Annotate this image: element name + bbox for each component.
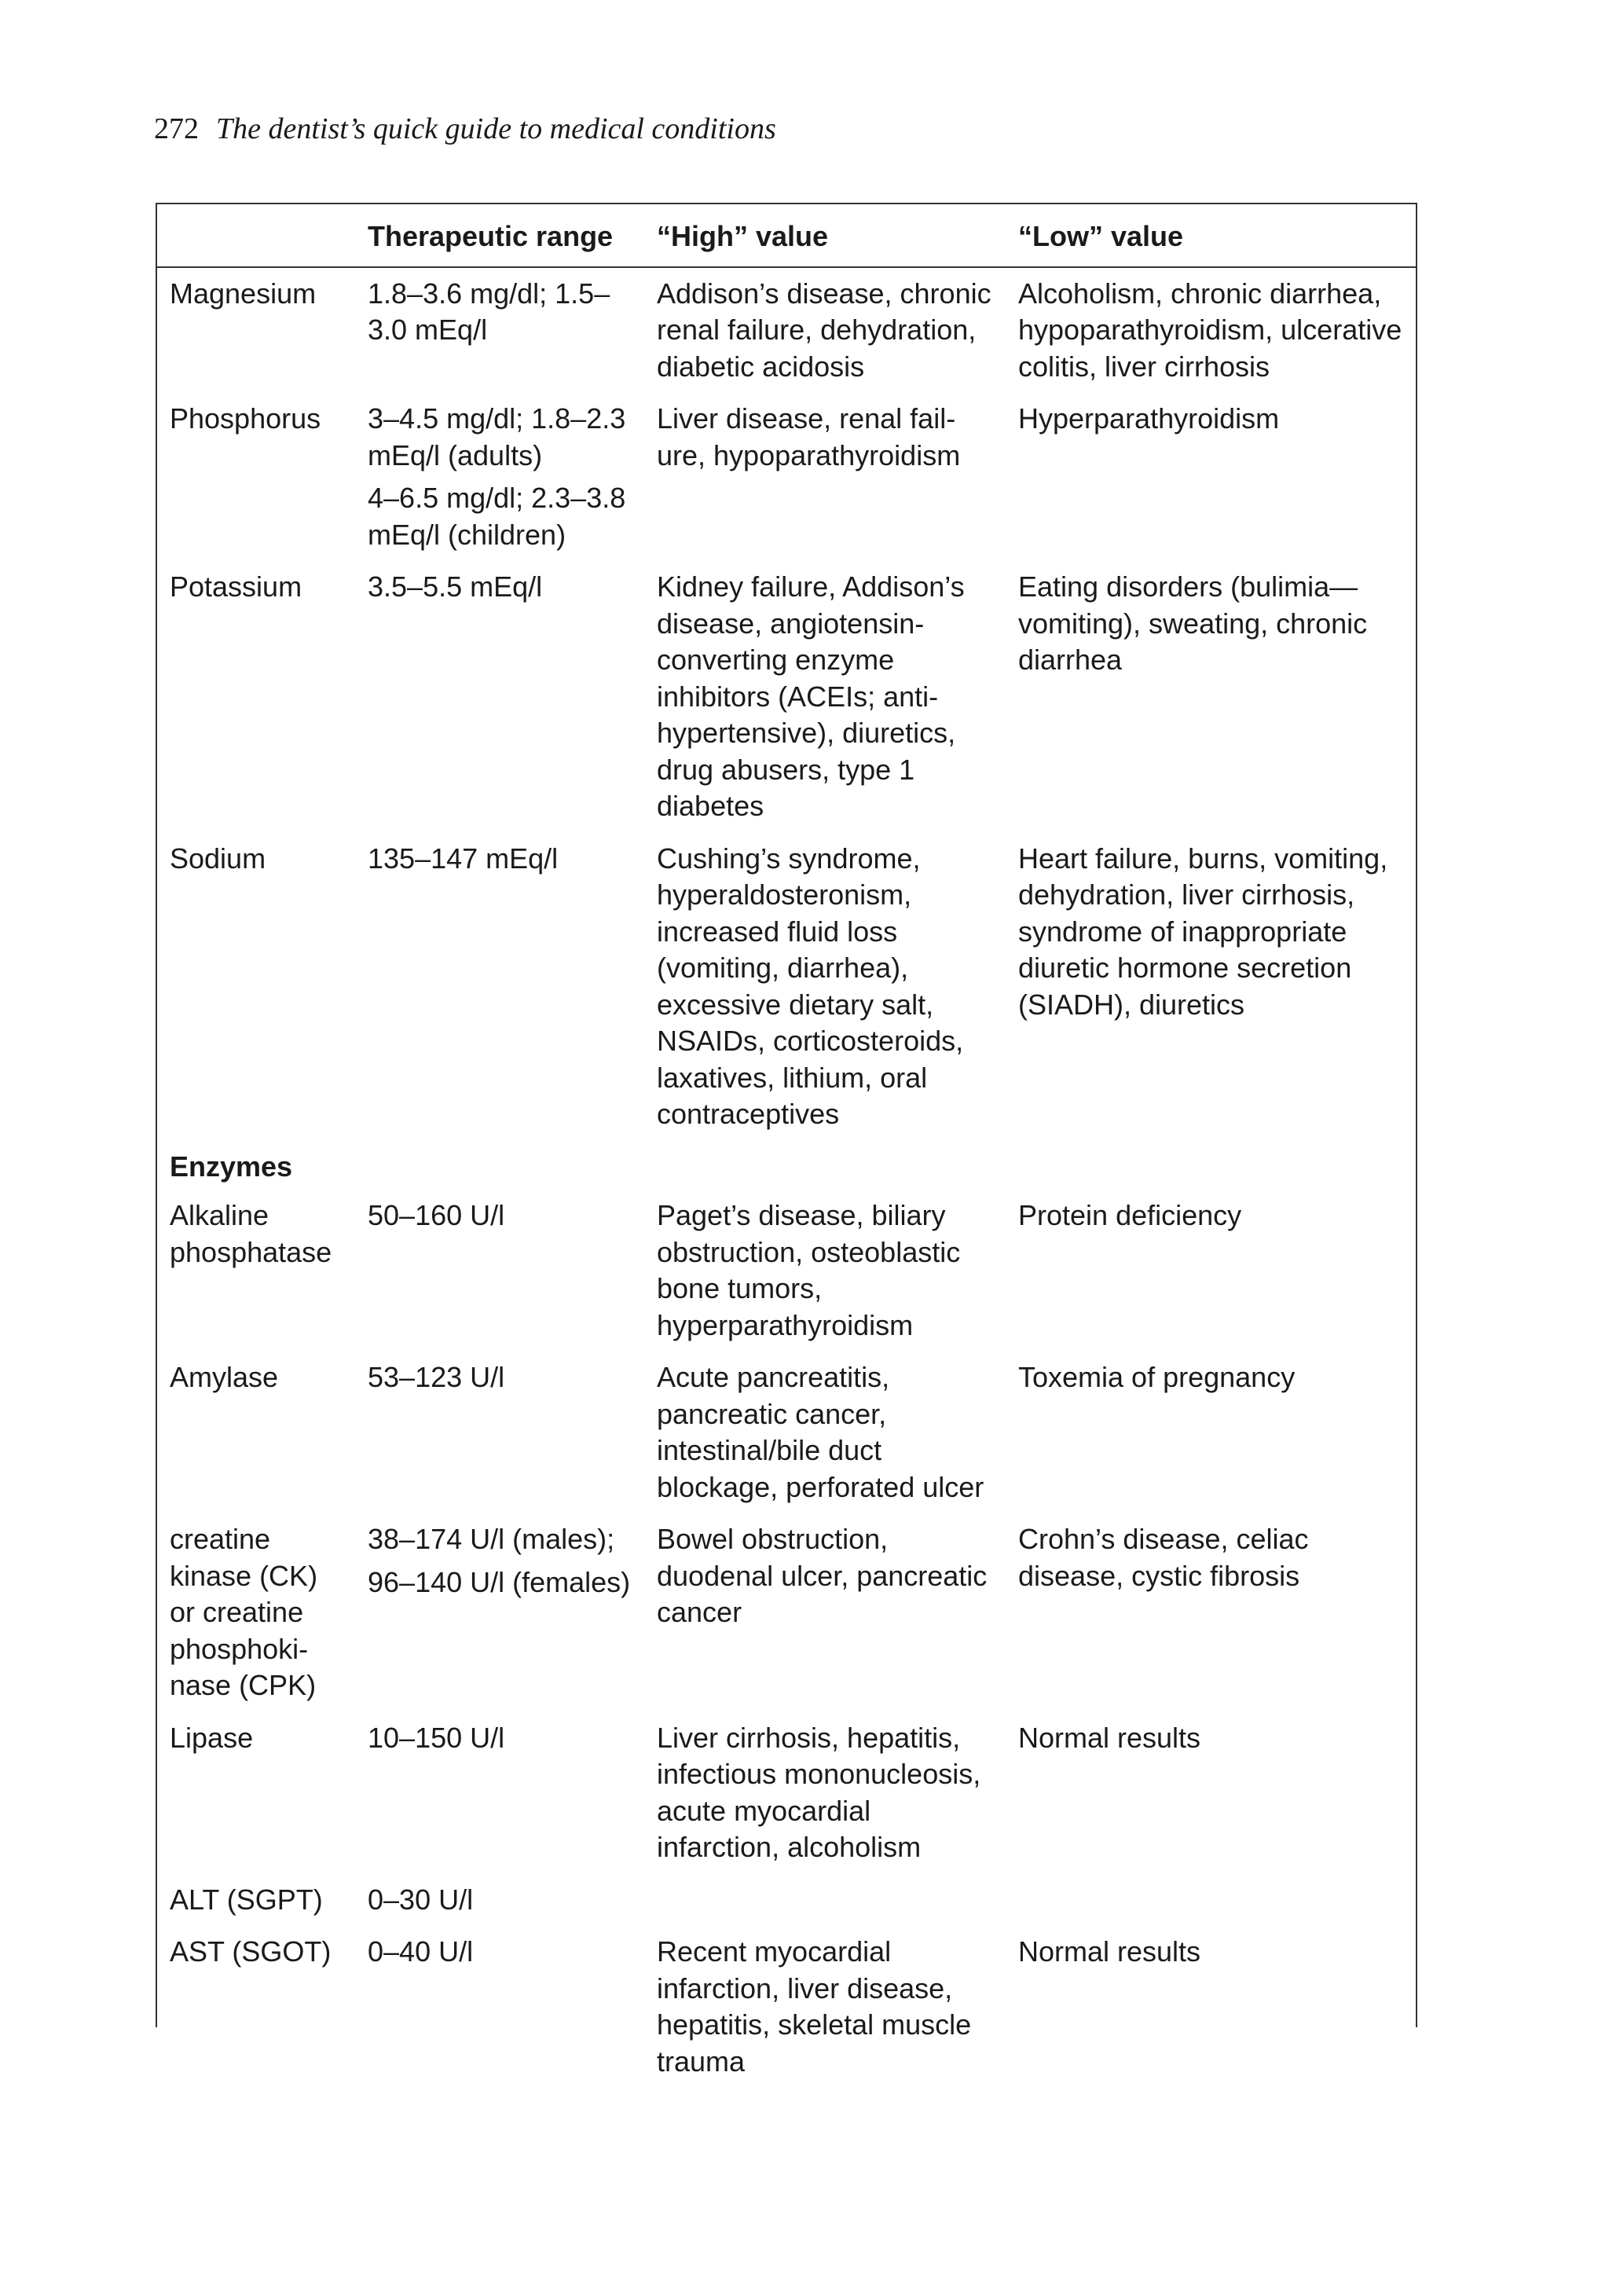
page-number: 272: [154, 112, 199, 145]
cell-range: [355, 1714, 644, 1876]
table-row: [157, 1876, 1416, 1928]
header-test: [157, 204, 355, 267]
cell-low: Toxemia of pregnancy: [1018, 1361, 1296, 1393]
cell-test: creatine kinase (CK) or creatine phosphoki-nase (CPK): [170, 1523, 318, 1701]
lab-values-table-frame: [156, 203, 1417, 2078]
range-line: 3–4.5 mg/dl; 1.8–2.3 mEq/l (adults): [368, 402, 626, 471]
range-line: 96–140 U/l (females): [368, 1565, 631, 1598]
table-row: [157, 1714, 1416, 1876]
cell-range: [355, 1927, 644, 2089]
cell-low: Heart failure, burns, vomiting, dehydration, liver cirrhosis, syndrome of inappropriate diuretic hormone secretion (SIADH), diuretics: [1018, 842, 1388, 1021]
cell-range: [355, 394, 644, 563]
cell-range: [355, 1353, 644, 1515]
cell-low: Protein deficiency: [1018, 1199, 1242, 1231]
cell-low: Crohn’s disease, celiac disease, cystic fibrosis: [1018, 1523, 1309, 1592]
cell-high: Paget’s disease, biliary obstruction, osteoblastic bone tumors, hyperparathyroidism: [657, 1199, 961, 1341]
range-line: 50–160 U/l: [368, 1199, 505, 1231]
cell-test: Amylase: [170, 1361, 279, 1393]
cell-test: AST (SGOT): [170, 1935, 332, 1968]
range-line: 4–6.5 mg/dl; 2.3–3.8 mEq/l (children): [368, 482, 626, 551]
running-head: [154, 110, 776, 148]
range-line: 3.5–5.5 mEq/l: [368, 570, 543, 603]
range-line: 0–40 U/l: [368, 1935, 474, 1968]
header-high-value: “High” value: [644, 204, 1006, 267]
cell-high: [644, 1876, 1006, 1928]
range-line: 38–174 U/l (males);: [368, 1523, 615, 1555]
range-line: 53–123 U/l: [368, 1361, 505, 1393]
section-row-enzymes: [157, 1142, 1416, 1192]
cell-high: Liver disease, renal fail-ure, hypoparathyroidism: [657, 402, 961, 471]
header-therapeutic-range: Therapeutic range: [355, 204, 644, 267]
range-line: 1.8–3.6 mg/dl; 1.5–3.0 mEq/l: [368, 277, 610, 346]
cell-test: ALT (SGPT): [170, 1883, 323, 1916]
cell-range: [355, 1191, 644, 1353]
cell-high: Cushing’s syndrome, hyperaldosteronism, increased fluid loss (vomiting, diarrhea), excessive dietary salt, NSAIDs, corticosteroids, laxatives, lithium, oral contraceptives: [657, 842, 964, 1130]
cell-low: Normal results: [1018, 1935, 1201, 1968]
cell-high: Acute pancreatitis, pancreatic cancer, intestinal/bile duct blockage, perforated ulcer: [657, 1361, 984, 1503]
cell-test: Phosphorus: [170, 402, 321, 435]
section-label: Enzymes: [170, 1150, 293, 1183]
table-row: [157, 267, 1416, 395]
table-row: [157, 1353, 1416, 1515]
table-row: [157, 394, 1416, 563]
cell-high: Recent myocardial infarction, liver disease, hepatitis, skeletal muscle trauma: [657, 1935, 972, 2078]
range-line: 10–150 U/l: [368, 1721, 505, 1754]
cell-test: Lipase: [170, 1721, 254, 1754]
cell-low: Normal results: [1018, 1721, 1201, 1754]
cell-high: Liver cirrhosis, hepatitis, infectious mononucleosis, acute myocardial infarction, alcoholism: [657, 1721, 981, 1863]
cell-low: Alcoholism, chronic diarrhea, hypoparathyroidism, ulcerative colitis, liver cirrhosis: [1018, 277, 1402, 383]
cell-range: [355, 1515, 644, 1714]
table-row: [157, 1927, 1416, 2089]
cell-range: [355, 267, 644, 395]
range-line: 135–147 mEq/l: [368, 842, 559, 875]
table-row: [157, 834, 1416, 1142]
range-line: 0–30 U/l: [368, 1883, 474, 1916]
table-header-row: [157, 204, 1416, 267]
cell-range: [355, 1876, 644, 1928]
cell-high: Kidney failure, Addison’s disease, angiotensin-converting enzyme inhibitors (ACEIs; anti-hypertensive), diuretics, drug abusers, type 1 diabetes: [657, 570, 965, 822]
table-row: [157, 563, 1416, 834]
header-low-value: “Low” value: [1006, 204, 1416, 267]
cell-test: Magnesium: [170, 277, 317, 310]
table-row: [157, 1191, 1416, 1353]
table-row: [157, 1515, 1416, 1714]
cell-test: Alkaline phosphatase: [170, 1199, 332, 1268]
cell-high: Bowel obstruction, duodenal ulcer, pancreatic cancer: [657, 1523, 988, 1628]
book-title: The dentist’s quick guide to medical conditions: [216, 112, 776, 145]
lab-values-table: [157, 204, 1416, 2089]
cell-range: [355, 834, 644, 1142]
cell-low: [1006, 1876, 1416, 1928]
cell-test: Sodium: [170, 842, 266, 875]
cell-range: [355, 563, 644, 834]
cell-high: Addison’s disease, chronic renal failure, dehydration, diabetic acidosis: [657, 277, 991, 383]
cell-low: Eating disorders (bulimia—vomiting), sweating, chronic diarrhea: [1018, 570, 1368, 676]
cell-low: Hyperparathyroidism: [1018, 402, 1280, 435]
cell-test: Potassium: [170, 570, 302, 603]
